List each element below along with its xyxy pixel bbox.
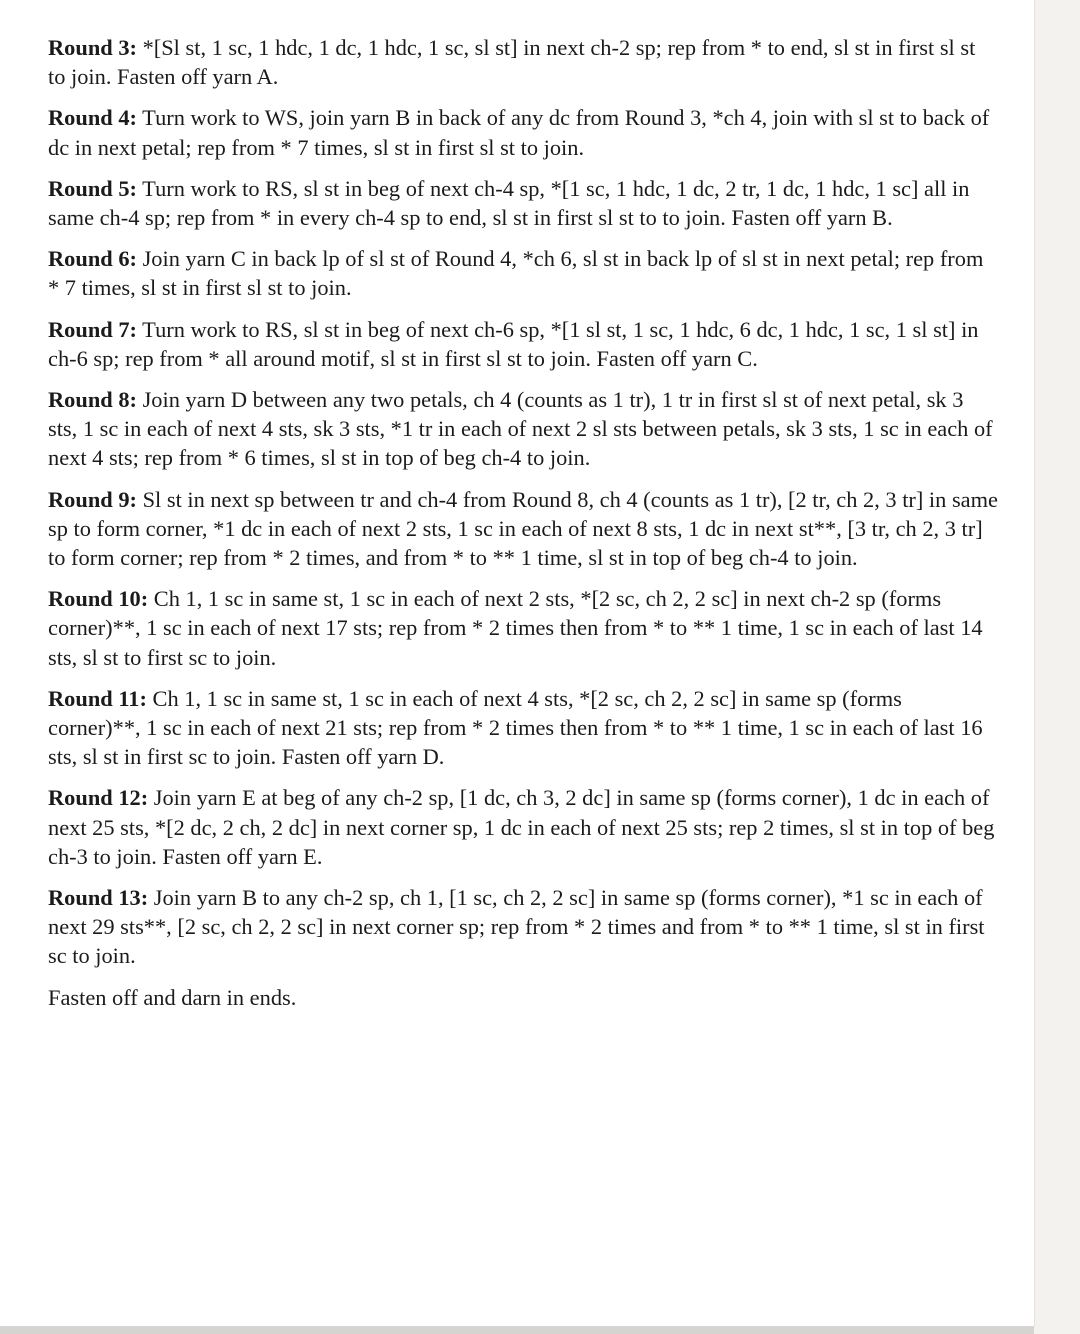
round-label: Round 12:	[48, 785, 149, 811]
closing-instruction: Fasten off and darn in ends.	[48, 984, 297, 1010]
round-instructions: *[Sl st, 1 sc, 1 hdc, 1 dc, 1 hdc, 1 sc, sl st] in next ch-2 sp; rep from * to end, sl st in first sl st to join. Fasten off yarn A.	[48, 35, 976, 90]
round-label: Round 5:	[48, 175, 137, 201]
pattern-instructions	[48, 33, 998, 1024]
round-3-paragraph	[48, 33, 998, 91]
round-label: Round 13:	[48, 885, 149, 911]
round-8-paragraph	[48, 385, 998, 473]
round-instructions: Sl st in next sp between tr and ch-4 from Round 8, ch 4 (counts as 1 tr), [2 tr, ch 2, 3 tr] in same sp to form corner, *1 dc in each of next 2 sts, 1 sc in each of next 8 sts, 1 dc in next st**, [3 tr, ch 2, 3 tr] to form corner; rep from * 2 times, and from * to ** 1 time, sl st in top of beg ch-4 to join.	[48, 486, 998, 571]
round-12-paragraph	[48, 783, 998, 871]
round-7-paragraph	[48, 315, 998, 373]
round-instructions: Ch 1, 1 sc in same st, 1 sc in each of next 4 sts, *[2 sc, ch 2, 2 sc] in same sp (forms corner)**, 1 sc in each of next 21 sts; rep from * 2 times then from * to ** 1 time, 1 sc in each of last 16 sts, sl st in first sc to join. Fasten off yarn D.	[48, 685, 983, 770]
round-4-paragraph	[48, 103, 998, 161]
round-instructions: Turn work to RS, sl st in beg of next ch-6 sp, *[1 sl st, 1 sc, 1 hdc, 6 dc, 1 hdc, 1 sc, 1 sl st] in ch-6 sp; rep from * all around motif, sl st in first sl st to join. Fasten off yarn C.	[48, 316, 979, 371]
round-6-paragraph	[48, 244, 998, 302]
round-instructions: Join yarn E at beg of any ch-2 sp, [1 dc, ch 3, 2 dc] in same sp (forms corner), 1 dc in each of next 25 sts, *[2 dc, 2 ch, 2 dc] in next corner sp, 1 dc in each of next 25 sts; rep 2 times, sl st in top of beg ch-3 to join. Fasten off yarn E.	[48, 785, 995, 869]
round-9-paragraph	[48, 485, 998, 573]
round-label: Round 6:	[48, 246, 137, 272]
round-label: Round 4:	[48, 105, 137, 131]
round-instructions: Ch 1, 1 sc in same st, 1 sc in each of next 2 sts, *[2 sc, ch 2, 2 sc] in next ch-2 sp (forms corner)**, 1 sc in each of next 17 sts; rep from * 2 times then from * to ** 1 time, 1 sc in each of last 14 sts, sl st to first sc to join.	[48, 586, 983, 670]
round-11-paragraph	[48, 684, 998, 772]
page-bottom-edge	[0, 1326, 1034, 1334]
round-13-paragraph	[48, 883, 998, 971]
round-label: Round 3:	[48, 35, 137, 60]
round-instructions: Join yarn B to any ch-2 sp, ch 1, [1 sc, ch 2, 2 sc] in same sp (forms corner), *1 sc in each of next 29 sts**, [2 sc, ch 2, 2 sc] in next corner sp; rep from * 2 times and from * to ** 1 time, sl st in first sc to join.	[48, 885, 985, 969]
round-label: Round 10:	[48, 586, 149, 612]
round-instructions: Turn work to WS, join yarn B in back of any dc from Round 3, *ch 4, join with sl st to back of dc in next petal; rep from * 7 times, sl st in first sl st to join.	[48, 105, 990, 160]
round-label: Round 8:	[48, 387, 137, 413]
round-instructions: Join yarn C in back lp of sl st of Round 4, *ch 6, sl st in back lp of sl st in next petal; rep from * 7 times, sl st in first sl st to join.	[48, 246, 984, 301]
round-instructions: Join yarn D between any two petals, ch 4 (counts as 1 tr), 1 tr in first sl st of next petal, sk 3 sts, 1 sc in each of next 4 sts, sk 3 sts, *1 tr in each of next 2 sl sts between petals, sk 3 sts, 1 sc in each of next 4 sts; rep from * 6 times, sl st in top of beg ch-4 to join.	[48, 387, 993, 471]
round-5-paragraph	[48, 174, 998, 232]
round-label: Round 11:	[48, 685, 147, 711]
round-label: Round 7:	[48, 316, 137, 342]
round-10-paragraph	[48, 584, 998, 672]
round-instructions: Turn work to RS, sl st in beg of next ch-4 sp, *[1 sc, 1 hdc, 1 dc, 2 tr, 1 dc, 1 hdc, 1 sc] all in same ch-4 sp; rep from * in every ch-4 sp to end, sl st in first sl st to to join. Fasten off yarn B.	[48, 175, 970, 231]
round-label: Round 9:	[48, 486, 137, 512]
